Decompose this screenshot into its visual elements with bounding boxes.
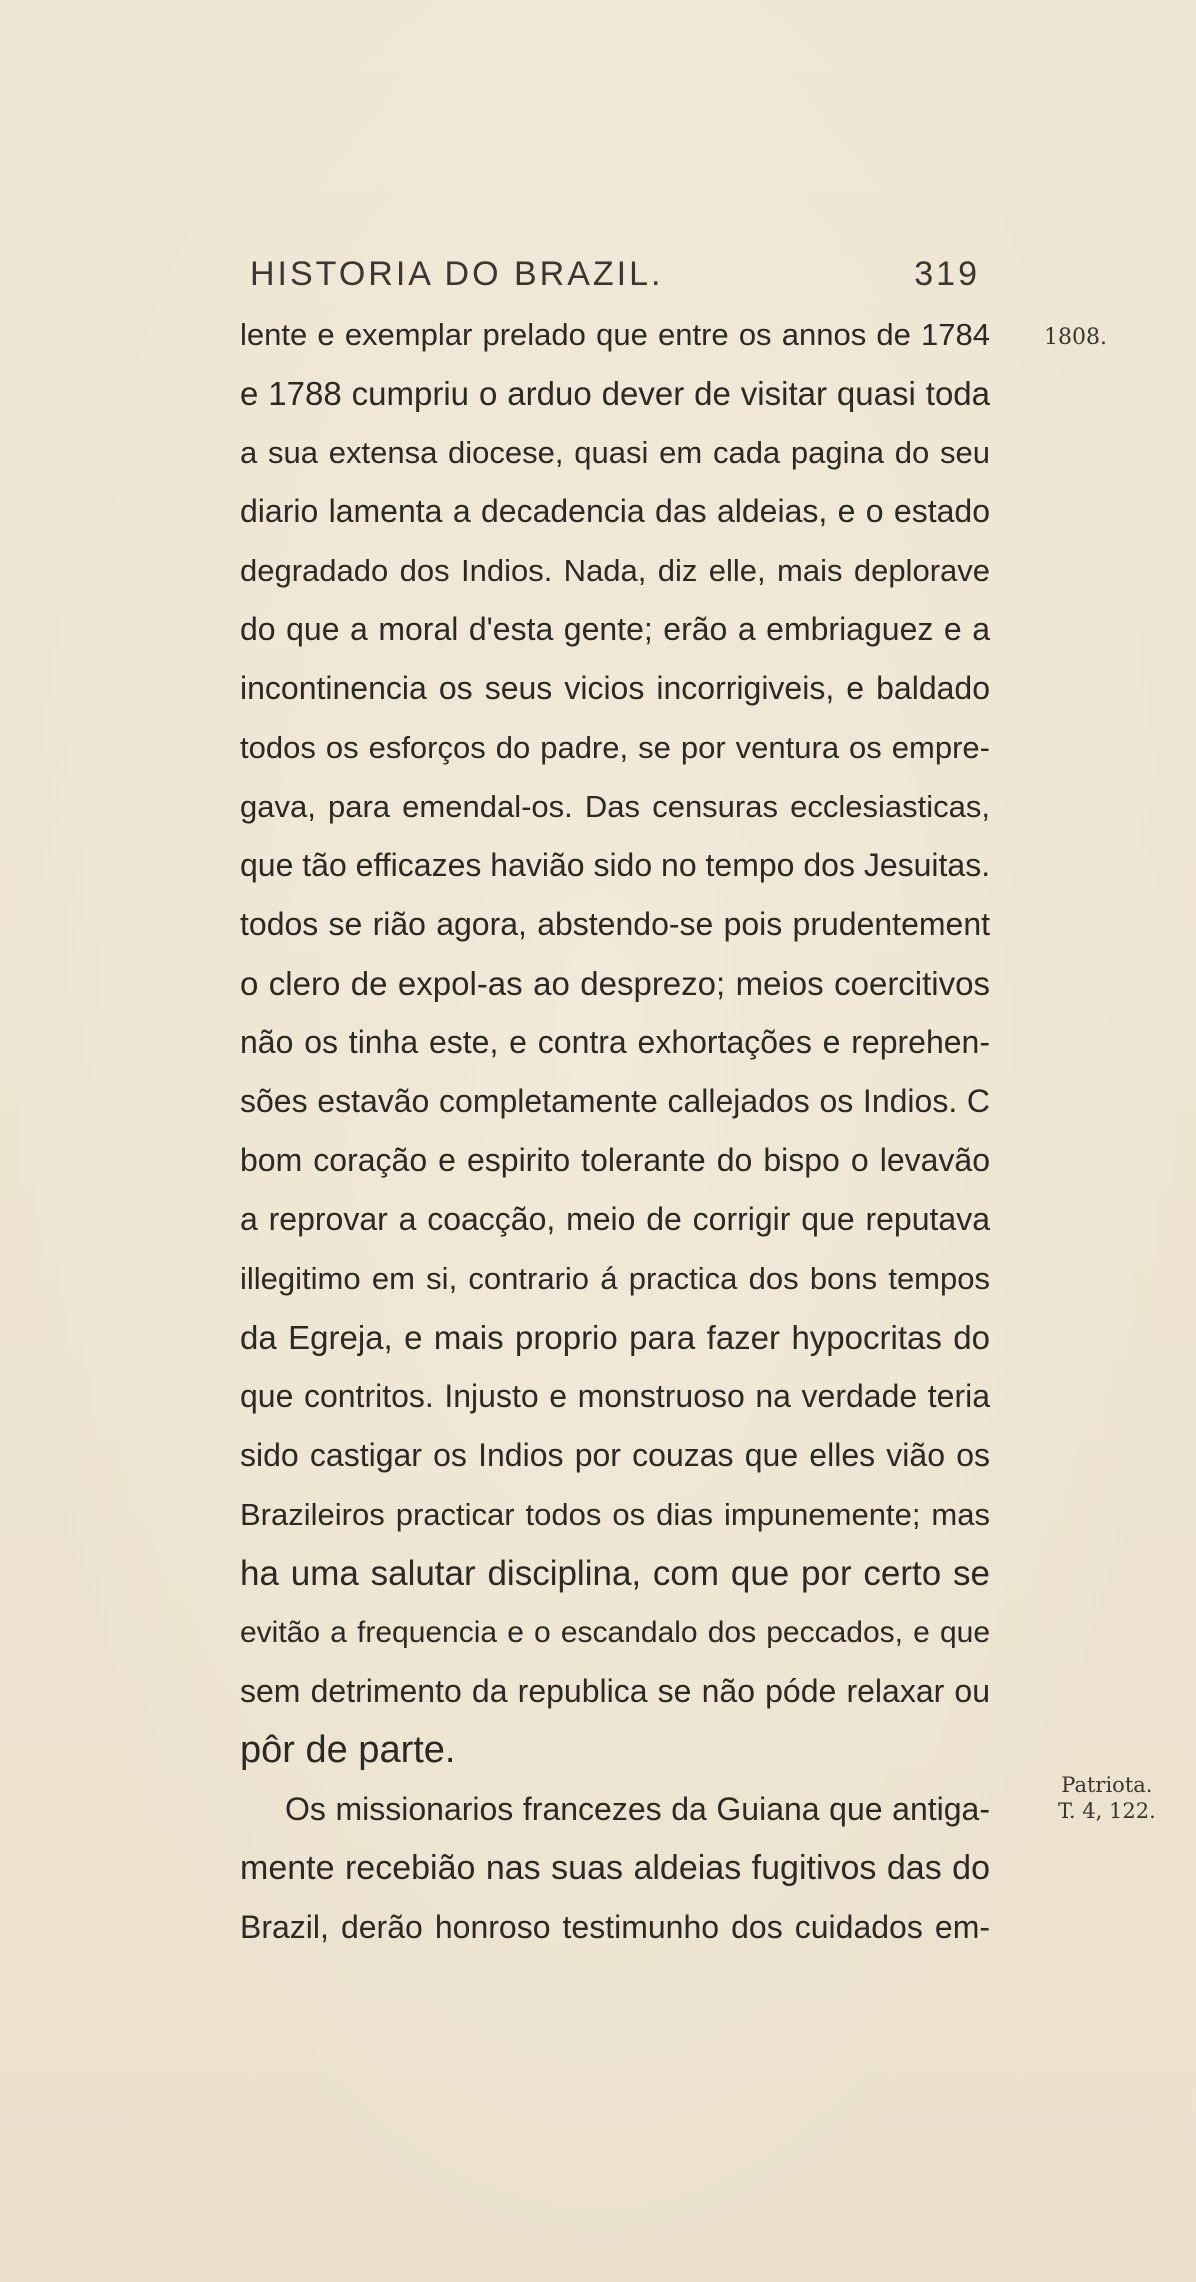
text-line: gava, para emendal-os. Das censuras ecclesiasticas, — [240, 789, 990, 824]
text-line: sido castigar os Indios por couzas que elles vião os — [240, 1437, 990, 1473]
text-line: diario lamenta a decadencia das aldeias, e o estado — [240, 493, 990, 529]
text-line: sem detrimento da republica se não póde relaxar ou — [240, 1673, 990, 1709]
text-line: que tão efficazes havião sido no tempo dos Jesuitas. — [240, 847, 991, 883]
text-line: todos os esforços do padre, se por ventura os empre- — [240, 730, 990, 765]
margin-year-note: 1808. — [1044, 325, 1107, 350]
text-line: incontinencia os seus vicios incorrigiveis, e baldado — [240, 670, 990, 706]
page-number: 319 — [914, 255, 980, 293]
text-line: e 1788 cumpriu o arduo dever de visitar quasi toda — [240, 375, 990, 412]
text-line: a reprovar a coacção, meio de corrigir que reputava — [240, 1201, 990, 1237]
running-head — [250, 255, 990, 305]
text-line: sões estavão completamente callejados os Indios. C — [240, 1083, 990, 1119]
text-line: do que a moral d'esta gente; erão a embriaguez e a — [240, 611, 990, 647]
running-title: HISTORIA DO BRAZIL. — [250, 255, 664, 293]
margin-citation-note — [1058, 1772, 1156, 1824]
text-line: o clero de expol-as ao desprezo; meios coercitivos — [240, 965, 990, 1002]
text-line: que contritos. Injusto e monstruoso na verdade teria — [240, 1378, 990, 1414]
margin-citation-source: Patriota. — [1061, 1773, 1153, 1797]
body-text — [240, 305, 990, 1957]
text-line: Brazileiros practicar todos os dias impunemente; mas — [240, 1497, 990, 1532]
text-line: ha uma salutar disciplina, com que por certo se — [240, 1554, 990, 1593]
paragraph-end-line: pôr de parte. — [240, 1729, 456, 1771]
text-line: bom coração e espirito tolerante do bispo o levavão — [240, 1142, 990, 1178]
text-line: todos se rião agora, abstendo-se pois prudentement — [240, 906, 990, 942]
text-line: degradado dos Indios. Nada, diz elle, mais deplorave — [240, 553, 990, 588]
text-line: a sua extensa diocese, quasi em cada pagina do seu — [240, 435, 990, 470]
text-line: Brazil, derão honroso testimunho dos cuidados em- — [240, 1909, 990, 1945]
text-line: illegitimo em si, contrario á practica dos bons tempos — [240, 1261, 990, 1296]
text-line: mente recebião nas suas aldeias fugitivos das do — [240, 1849, 990, 1887]
text-line: lente e exemplar prelado que entre os annos de 1784 — [240, 317, 990, 352]
text-line: evitão a frequencia e o escandalo dos peccados, e que — [240, 1616, 990, 1649]
margin-citation-reference: T. 4, 122. — [1058, 1799, 1156, 1823]
text-line: não os tinha este, e contra exhortações e reprehen- — [240, 1024, 990, 1060]
text-line: da Egreja, e mais proprio para fazer hypocritas do — [240, 1319, 990, 1356]
paragraph-start-line: Os missionarios francezes da Guiana que antiga- — [285, 1791, 990, 1827]
